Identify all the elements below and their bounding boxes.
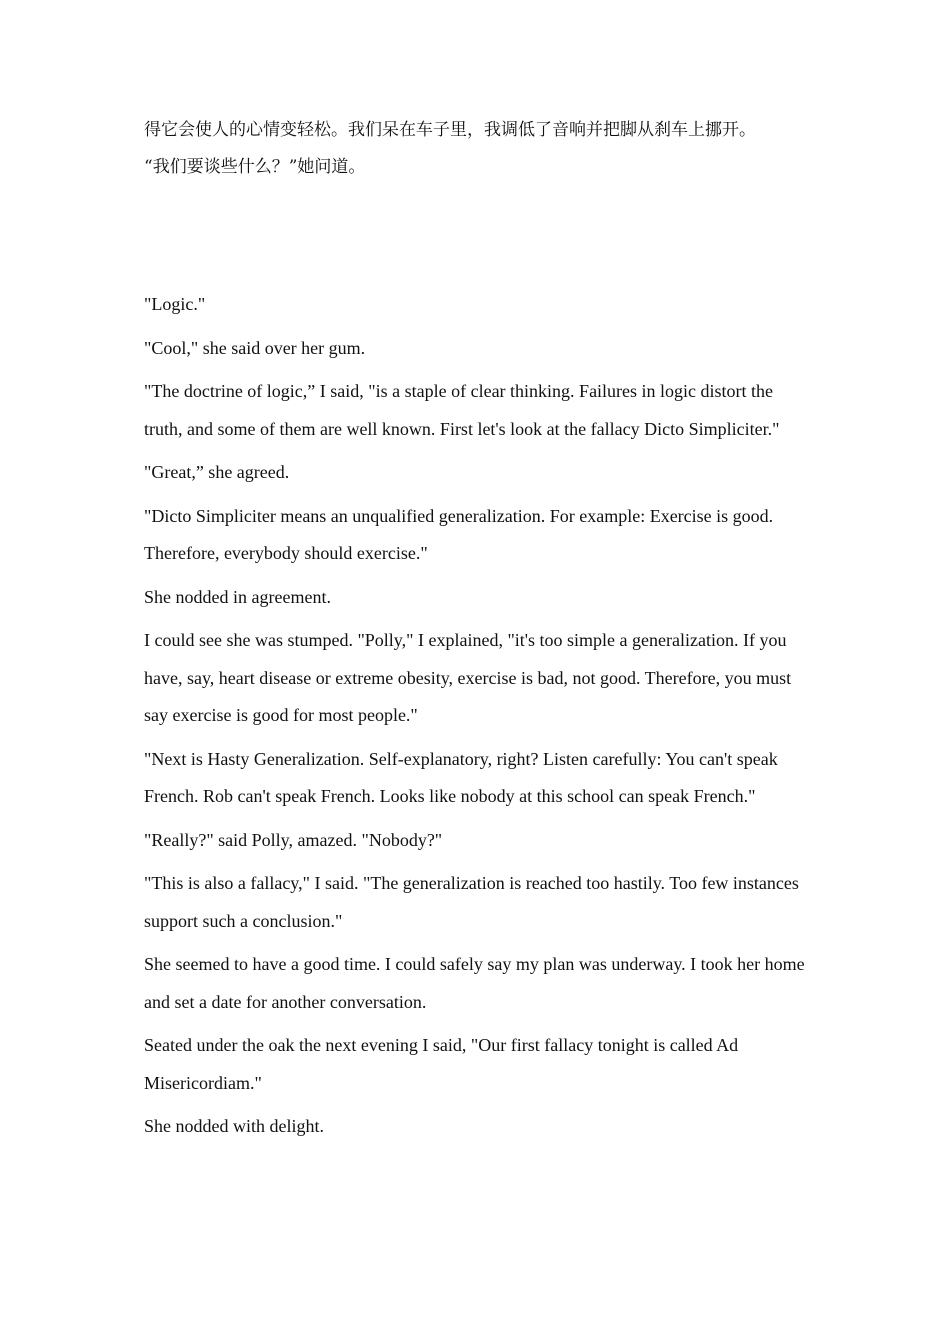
paragraph-7: I could see she was stumped. "Polly," I explained, "it's too simple a generalization. If you have, say, heart disease or extreme obesity, exercise is bad, not good. Therefore, you must say exercise is good for most people." [144, 630, 792, 725]
paragraph-4: "Great,” she agreed. [144, 462, 290, 482]
paragraph-6: She nodded in agreement. [144, 586, 331, 607]
paragraph-8: "Next is Hasty Generalization. Self-explanatory, right? Listen carefully: You can't speak French. Rob can't speak French. Looks like nobody at this school can speak French." [144, 748, 778, 806]
paragraph-12: Seated under the oak the next evening I said, "Our first fallacy tonight is called Ad Misericordiam." [144, 1035, 739, 1093]
paragraph-3: "The doctrine of logic,” I said, "is a staple of clear thinking. Failures in logic distort the truth, and some of them are well known. First let's look at the fallacy Dicto Simpliciter." [144, 381, 780, 439]
paragraph-2: "Cool," she said over her gum. [144, 337, 366, 358]
paragraph-9: "Really?" said Polly, amazed. "Nobody?" [144, 829, 443, 850]
paragraph-11: She seemed to have a good time. I could safely say my plan was underway. I took her home and set a date for another conversation. [144, 954, 805, 1012]
paragraph-10: "This is also a fallacy," I said. "The generalization is reached too hastily. Too few instances support such a conclusion." [144, 873, 799, 931]
paragraph-13: She nodded with delight. [144, 1116, 324, 1136]
chinese-line-1: 得它会使人的心情变轻松。我们呆在车子里，我调低了音响并把脚从刹车上挪开。 [144, 120, 756, 140]
chinese-line-2: “我们要谈些什么？”她问道。 [144, 157, 366, 177]
document-body [144, 112, 814, 1152]
section-gap [144, 186, 814, 286]
paragraph-1: "Logic." [144, 294, 206, 314]
paragraph-5: "Dicto Simpliciter means an unqualified generalization. For example: Exercise is good. Therefore, everybody should exercise." [144, 505, 774, 563]
